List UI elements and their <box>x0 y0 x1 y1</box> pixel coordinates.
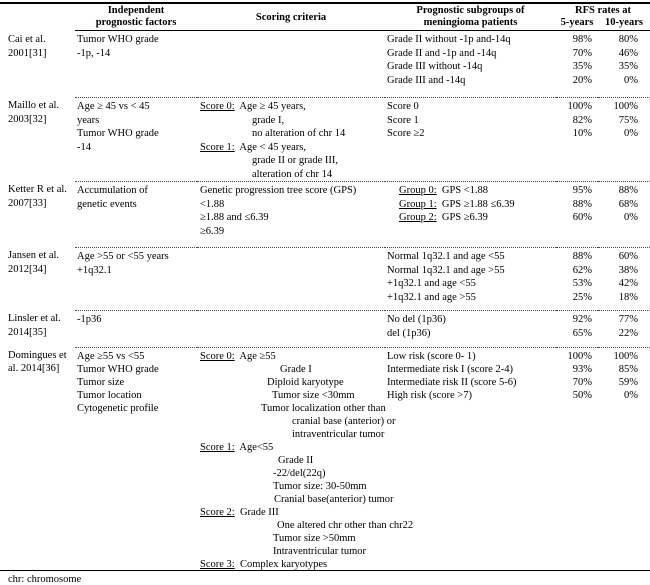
rfs-5y-value: 88% <box>572 251 592 262</box>
rfs-5y-value: 62% <box>572 264 592 276</box>
subgroup-line: High risk (score >7) <box>387 390 472 401</box>
factor-line: Accumulation of <box>77 185 148 196</box>
scoring-line: grade I, <box>252 114 285 126</box>
subgroup-line: Grade II without -1p and-14q <box>387 34 511 45</box>
scoring-line: Intraventricular tumor <box>273 546 367 557</box>
factor-line: Tumor size <box>77 377 125 388</box>
header-scoring <box>197 4 385 31</box>
subgroup-line: Intermediate risk I (score 2-4) <box>387 364 513 375</box>
rfs-5y-value: 98% <box>572 34 592 45</box>
scoring-line: Tumor size: 30-50mm <box>273 481 367 492</box>
rfs-5y-value: 20% <box>572 74 592 86</box>
subgroup-line: Group 2: GPS ≥6.39 <box>399 212 488 223</box>
prognostic-table <box>0 2 650 570</box>
header-subgroups-label: Prognostic subgroups of meningioma patients <box>416 5 525 28</box>
study-line: 2003[32] <box>8 113 47 125</box>
footnote-abbreviation: chr: chromosome <box>8 574 82 585</box>
subgroup-line: +1q32.1 and age >55 <box>387 291 476 303</box>
rfs-10y-cell <box>598 247 650 310</box>
scoring-line: Grade I <box>280 364 312 375</box>
scoring-line: Tumor size <30mm <box>272 390 355 401</box>
scoring-line: cranial base (anterior) or <box>292 416 396 427</box>
study-line: Jansen et al. <box>8 250 60 261</box>
scoring-cell <box>197 310 385 347</box>
rfs-5y-value: 10% <box>572 128 592 139</box>
subgroup-line: Score 1 <box>387 114 419 126</box>
rfs-5y-value: 65% <box>572 327 592 339</box>
scoring-line-label: Score 3: <box>200 559 235 570</box>
rfs-10y-cell <box>598 181 650 247</box>
study-cell <box>0 181 75 247</box>
scoring-line-label: Score 0: <box>200 101 235 112</box>
study-line: Ketter R et al. <box>8 184 67 195</box>
study-line: Domingues et <box>8 350 67 361</box>
factor-line: Tumor WHO grade <box>77 364 159 375</box>
rfs-10y-cell <box>598 97 650 181</box>
scoring-line: Score 1: Age < 45 years, <box>200 141 306 153</box>
rfs-5y-value: 88% <box>572 198 592 210</box>
factor-line: years <box>77 114 100 126</box>
scoring-line: -22/del(22q) <box>273 468 326 479</box>
table-header <box>0 4 650 31</box>
scoring-line: grade II or grade III, <box>252 155 338 166</box>
subgroup-line: Score 0 <box>387 101 419 112</box>
study-line: al. 2014[36] <box>8 363 60 374</box>
rfs-10y-value: 22% <box>618 327 638 339</box>
rfs-10y-value: 38% <box>618 264 638 276</box>
rfs-10y-value: 0% <box>624 74 638 86</box>
scoring-line: no alteration of chr 14 <box>252 128 346 139</box>
subgroups-cell <box>385 181 556 247</box>
factor-line: Age ≥55 vs <55 <box>77 351 145 362</box>
subgroup-line: Grade II and -1p and -14q <box>387 47 497 59</box>
rfs-5y-value: 82% <box>572 114 592 126</box>
scoring-line: Score 0: Age ≥55 <box>200 351 276 362</box>
header-scoring-label: Scoring criteria <box>255 11 327 23</box>
rfs-10y-value: 100% <box>613 101 638 112</box>
scoring-line: alteration of chr 14 <box>252 168 333 180</box>
subgroup-line: Group 1: GPS ≥1.88 ≤6.39 <box>399 198 515 210</box>
table-body <box>0 31 650 570</box>
rfs-10y-value: 35% <box>618 61 638 72</box>
study-cell <box>0 247 75 310</box>
rfs-10y-value: 59% <box>618 377 638 388</box>
study-cell <box>0 97 75 181</box>
table-row <box>0 310 650 347</box>
study-line: 2007[33] <box>8 197 47 209</box>
factors-cell <box>75 247 197 310</box>
subgroup-line: del (1p36) <box>387 327 431 339</box>
scoring-line-label: Score 1: <box>200 442 235 453</box>
rfs-10y-value: 0% <box>624 128 638 139</box>
study-line: Maillo et al. <box>8 100 60 111</box>
rfs-10y-value: 0% <box>624 212 638 223</box>
rfs-10y-value: 46% <box>618 47 638 59</box>
subgroup-line-label: Group 0: <box>399 185 437 196</box>
factor-line: Tumor WHO grade <box>77 128 159 139</box>
factor-line: -14 <box>77 141 91 153</box>
scoring-line: intraventricular tumor <box>292 429 385 440</box>
study-line: Cai et al. <box>8 34 46 45</box>
subgroup-line: No del (1p36) <box>387 314 446 325</box>
scoring-line: Score 3: Complex karyotypes <box>200 559 328 570</box>
subgroup-line: Normal 1q32.1 and age <55 <box>387 251 505 262</box>
rfs-5y-value: 70% <box>572 377 592 388</box>
scoring-cell <box>197 97 385 181</box>
factor-line: +1q32.1 <box>77 264 112 276</box>
factors-cell <box>75 97 197 181</box>
rfs-5y-value: 92% <box>572 314 592 325</box>
scoring-line: Score 2: Grade III <box>200 507 279 518</box>
subgroups-cell <box>385 247 556 310</box>
subgroup-line-label: Group 1: <box>399 198 437 210</box>
rfs-5y-value: 35% <box>572 61 592 72</box>
rfs-5y-cell <box>556 247 598 310</box>
study-cell <box>0 310 75 347</box>
rfs-5y-value: 25% <box>572 291 592 303</box>
subgroup-line: Score ≥2 <box>387 128 425 139</box>
header-rfs-label: RFS rates at <box>575 5 631 16</box>
header-rfs <box>556 4 650 31</box>
scoring-line: Tumor size >50mm <box>273 533 356 544</box>
subgroup-line: +1q32.1 and age <55 <box>387 278 476 289</box>
scoring-cell <box>197 247 385 310</box>
factor-line: Cytogenetic profile <box>77 403 159 414</box>
factor-line: Tumor WHO grade <box>77 34 159 45</box>
table-row <box>0 181 650 247</box>
subgroups-cell <box>385 97 556 181</box>
rfs-5y-cell <box>556 181 598 247</box>
scoring-line: <1.88 <box>200 198 225 210</box>
study-cell <box>0 31 75 97</box>
factor-line: Age >55 or <55 years <box>77 251 169 262</box>
scoring-line: One altered chr other than chr22 <box>277 520 414 531</box>
scoring-line: Genetic progression tree score (GPS) <box>200 185 357 196</box>
factor-line: -1p, -14 <box>77 47 111 59</box>
rfs-10y-cell <box>598 347 650 571</box>
study-cell <box>0 347 75 571</box>
scoring-line: Grade II <box>278 455 314 466</box>
header-rfs-subcolumns <box>556 17 650 29</box>
scoring-cell <box>197 181 385 247</box>
factors-cell <box>75 310 197 347</box>
subgroups-cell <box>385 347 556 571</box>
rfs-5y-value: 50% <box>572 390 592 401</box>
rfs-5y-value: 100% <box>567 101 592 112</box>
subgroup-line: Grade III and -14q <box>387 74 466 86</box>
subgroup-line: Intermediate risk II (score 5-6) <box>387 377 517 388</box>
header-factors-label: Independent prognostic factors <box>95 5 177 28</box>
factors-cell <box>75 31 197 97</box>
rfs-10y-value: 68% <box>618 198 638 210</box>
subgroup-line: Group 0: GPS <1.88 <box>399 185 489 196</box>
rfs-5y-value: 93% <box>572 364 592 375</box>
study-line: 2014[35] <box>8 326 47 338</box>
scoring-line: Cranial base(anterior) tumor <box>274 494 394 505</box>
rfs-5y-value: 100% <box>567 351 592 362</box>
scoring-line-label: Score 1: <box>200 141 235 153</box>
header-factors <box>75 4 197 31</box>
rfs-10y-cell <box>598 310 650 347</box>
rfs-10y-value: 80% <box>618 34 638 45</box>
table-row <box>0 97 650 181</box>
factor-line: Age ≥ 45 vs < 45 <box>77 101 150 112</box>
subgroup-line: Normal 1q32.1 and age >55 <box>387 264 505 276</box>
rfs-10y-value: 18% <box>618 291 638 303</box>
study-line: 2012[34] <box>8 263 47 275</box>
rfs-10y-value: 77% <box>618 314 638 325</box>
factor-line: -1p36 <box>77 314 102 325</box>
scoring-line: ≥1.88 and ≤6.39 <box>200 212 269 223</box>
rfs-5y-value: 70% <box>572 47 592 59</box>
header-study <box>0 4 75 31</box>
rfs-10y-value: 42% <box>618 278 638 289</box>
scoring-line: Score 1: Age<55 <box>200 442 274 453</box>
rfs-5y-value: 95% <box>572 185 592 196</box>
rfs-5y-cell <box>556 31 598 97</box>
scoring-line-label: Score 0: <box>200 351 235 362</box>
table-row <box>0 31 650 97</box>
factors-cell <box>75 347 197 571</box>
rfs-10y-value: 88% <box>618 185 638 196</box>
rfs-5y-cell <box>556 97 598 181</box>
factor-line: genetic events <box>77 198 137 210</box>
scoring-line: Tumor localization other than <box>261 403 386 414</box>
table-row <box>0 347 650 570</box>
scoring-line: ≥6.39 <box>200 225 225 237</box>
subgroup-line: Low risk (score 0- 1) <box>387 351 476 362</box>
rfs-10y-value: 100% <box>613 351 638 362</box>
rfs-5y-cell <box>556 347 598 571</box>
rfs-5y-value: 53% <box>572 278 592 289</box>
scoring-line-label: Score 2: <box>200 507 235 518</box>
rfs-5y-cell <box>556 310 598 347</box>
scoring-cell <box>197 31 385 97</box>
factors-cell <box>75 181 197 247</box>
factor-line: Tumor location <box>77 390 142 401</box>
rfs-10y-value: 85% <box>618 364 638 375</box>
rfs-10y-cell <box>598 31 650 97</box>
subgroup-line: Grade III without -14q <box>387 61 483 72</box>
rfs-5y-value: 60% <box>572 212 592 223</box>
table-row <box>0 247 650 310</box>
header-subgroups <box>385 4 556 31</box>
subgroups-cell <box>385 310 556 347</box>
header-5years-label: 5-years <box>560 17 594 28</box>
study-line: 2001[31] <box>8 47 47 59</box>
rfs-10y-value: 60% <box>618 251 638 262</box>
scoring-line: Diploid karyotype <box>267 377 344 388</box>
scoring-line: Score 0: Age ≥ 45 years, <box>200 101 306 112</box>
scoring-cell <box>197 347 414 571</box>
header-10years-label: 10-years <box>605 17 643 28</box>
subgroups-cell <box>385 31 556 97</box>
rfs-10y-value: 0% <box>624 390 638 401</box>
subgroup-line-label: Group 2: <box>399 212 437 223</box>
rfs-10y-value: 75% <box>618 114 638 126</box>
study-line: Linsler et al. <box>8 313 61 324</box>
